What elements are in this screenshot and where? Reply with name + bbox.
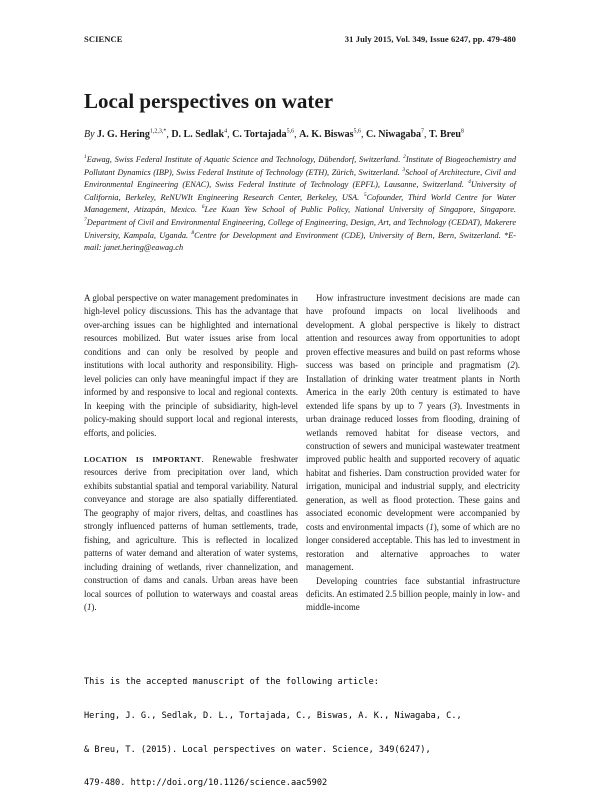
citation-ref[interactable]: 1	[429, 521, 434, 532]
citation-ref[interactable]: 1	[86, 601, 92, 612]
paragraph-text: ). Investments in urban drainage reduced losses from flooding, draining of wetlands removed habitat for disease vectors, and construction of sewers and municipal wastewater treatment improved public health and supported recovery of aquatic habitat and fisheries. Dam construction provided water for irrigation, municipal and industrial supply, and electricity generation, as well as flood protection. These gains and associated economic development were accompanied by costs and environmental impacts (	[306, 400, 520, 532]
body-column-left	[84, 292, 298, 614]
author-name: T. Breu	[429, 129, 461, 140]
affil-number: 3	[402, 166, 406, 173]
paragraph-text: ). Installation of drinking water treatment plants in North America in the early 20th century is estimated to have extended life spans by up to 7 years (	[306, 360, 520, 411]
manuscript-notice	[84, 655, 514, 801]
affil-number: 4	[468, 179, 471, 186]
affil-number: 7	[84, 217, 87, 224]
affil-text: Department of Civil and Environmental Engineering, College of Engineering, Design, Art, and Technology (CEDAT), Makerere University, Kampala, Uganda.	[84, 217, 516, 240]
author-affil-ref: 4	[224, 128, 228, 135]
paragraph-text: How infrastructure investment decisions are made can have profound impacts on local livelihoods and development. A global perspective is likely to distract attention and resources away from opportunities to adopt proven effective measures and build on past reforms whose success was based on principle and pragmatism (	[306, 293, 520, 371]
author-name: D. L. Sedlak	[171, 129, 225, 140]
body-paragraph	[84, 453, 298, 614]
footer-doi[interactable]: 479-480. http://doi.org/10.1126/science.aac5902	[84, 778, 328, 789]
author-name: C. Niwagaba	[366, 129, 422, 140]
author-name: J. G. Hering	[97, 129, 150, 140]
affil-text: Lee Kuan Yew School of Public Policy, National University of Singapore, Singapore.	[204, 205, 516, 215]
citation-ref[interactable]: 2	[510, 360, 515, 371]
affil-text: School of Architecture, Civil and Environmental Engineering (ENAC), Swiss Federal Institute of Technology (EPFL), Lausanne, Switzerland.	[84, 167, 516, 190]
affil-text: Cofounder, Third World Centre for Water Management, Atizapán, Mexico.	[84, 192, 516, 215]
footer-line: This is the accepted manuscript of the following article:	[84, 677, 379, 688]
author-affil-ref: 1,2,3,*	[149, 128, 167, 135]
article-title: Local perspectives on water	[84, 89, 334, 113]
body-column-right	[306, 292, 520, 615]
journal-name: SCIENCE	[84, 34, 123, 44]
paragraph-text: . Renewable freshwater resources derive from precipitation over land, which exhibits substantial spatial and temporal variability. Natural conveyance and storage are also spatially differentiated. The geography of major rivers, deltas, and coastlines has strongly influenced patterns of human settlements, trade, fishing, and agriculture. This is reflected in localized patterns of water demand and alteration of water systems, including draining of wetlands, river channelization, and construction of dams and canals. Urban areas have been local sources of pollution to waterways and coastal areas (	[84, 453, 298, 612]
paragraph-text: ).	[91, 601, 97, 612]
affil-text: Eawag, Swiss Federal Institute of Aquatic Science and Technology, Dübendorf, Switzerland.	[86, 155, 404, 164]
affil-text: University of California, Berkeley, ReNUWIt Engineering Research Center, Berkeley, USA.	[84, 180, 517, 202]
body-paragraph: A global perspective on water management predominates in high-level policy discussions. This has the advantage that over-arching issues can be highlighted and international resources mobilized. But water issues arise from local conditions and can only be resolved by people and institutions with local authority and responsibility. High-level policies can only have meaningful impact if they are informed by and responsive to local and regional contexts. In keeping with the principle of subsidiarity, high-level policy-making should support local and regional interests, efforts, and policies.	[84, 293, 298, 438]
paragraph-text: ), some of which are no longer considered acceptable. This has led to investment in restoration and alternative approaches to water management.	[306, 521, 520, 573]
affil-number: 1	[84, 154, 87, 161]
author-affil-ref: 8	[460, 128, 464, 135]
affil-number: 6	[201, 204, 205, 211]
author-affil-ref: 7	[421, 128, 425, 135]
author-byline: By J. G. Hering$^{1,2,3,*}$, D. L. Sedlak$^4$, C. Tortajada$^{5,6}$, A. K. Biswas$^{5,6}$, C. Niwagaba$^7$, T. Breu$^8$	[84, 128, 464, 140]
citation-ref[interactable]: 3	[452, 400, 457, 411]
affil-number: 8	[191, 229, 195, 236]
body-paragraph	[306, 292, 520, 575]
author-name: C. Tortajada	[232, 129, 287, 140]
affiliations	[84, 154, 516, 255]
author-name: A. K. Biswas	[299, 129, 354, 140]
affil-text: Centre for Development and Environment (CDE), University of Bern, Bern, Switzerland.	[194, 230, 505, 240]
affil-number: 5	[363, 192, 367, 199]
footer-line: Hering, J. G., Sedlak, D. L., Tortajada, C., Biswas, A. K., Niwagaba, C.,	[84, 711, 462, 722]
contact-email: *E-mail: janet.hering@eawag.ch	[84, 230, 516, 253]
affil-number: 2	[403, 154, 406, 161]
section-lead: LOCATION IS IMPORTANT	[84, 454, 202, 464]
author-affil-ref: 5,6	[353, 128, 362, 135]
issue-citation: 31 July 2015, Vol. 349, Issue 6247, pp. 479-480	[344, 34, 516, 44]
footer-line: & Breu, T. (2015). Local perspectives on water. Science, 349(6247),	[84, 744, 431, 755]
body-paragraph: Developing countries face substantial infrastructure deficits. An estimated 2.5 billion people, mainly in low- and middle-income	[306, 575, 520, 613]
byline-prefix: By	[84, 129, 98, 140]
affil-text: Institute of Biogeochemistry and Pollutant Dynamics (IBP), Swiss Federal Institute of Technology (ETH), Zürich, Switzerland.	[84, 155, 516, 177]
author-affil-ref: 5,6	[286, 128, 295, 135]
